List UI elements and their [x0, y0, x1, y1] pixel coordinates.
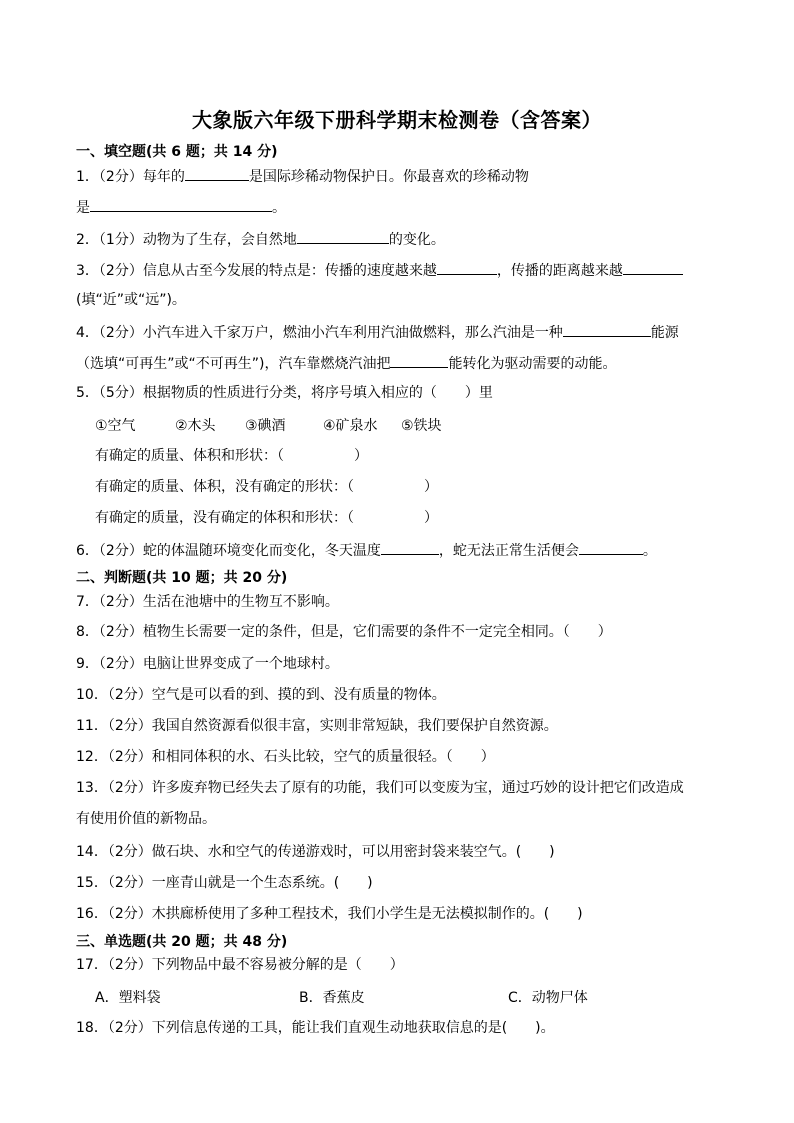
question-3	[76, 260, 683, 280]
q17-option-c[interactable]: C．动物尸体	[508, 990, 588, 1006]
answer-blank[interactable]	[437, 260, 497, 275]
q5-item-2: ②木头	[175, 418, 216, 434]
question-4-text-a: 4．（2分）小汽车进入千家万户，燃油小汽车利用汽油做燃料，那么汽油是一种	[76, 325, 563, 341]
question-4-cont	[76, 353, 616, 373]
question-14: 14．（2分）做石块、水和空气的传递游戏时，可以用密封袋来装空气。( )	[76, 844, 555, 860]
page-title: 大象版六年级下册科学期末检测卷（含答案）	[192, 108, 602, 132]
question-3-text-a: 3．（2分）信息从古至今发展的特点是：传播的速度越来越	[76, 263, 437, 279]
question-7: 7．（2分）生活在池塘中的生物互不影响。	[76, 594, 339, 610]
question-4	[76, 322, 679, 342]
question-3-text-b: ，传播的距离越来越	[496, 263, 623, 279]
question-9: 9．（2分）电脑让世界变成了一个地球村。	[76, 656, 339, 672]
question-12: 12．（2分）和相同体积的水、石头比较，空气的质量很轻。（ ）	[76, 749, 495, 765]
question-5: 5．（5分）根据物质的性质进行分类，将序号填入相应的（ ）里	[76, 385, 493, 401]
q17-option-b[interactable]: B．香蕉皮	[299, 990, 365, 1006]
q5-item-3: ③碘酒	[245, 418, 286, 434]
answer-blank[interactable]	[297, 229, 389, 244]
section-true-false: 二、判断题(共 10 题；共 20 分)	[76, 570, 288, 586]
question-10: 10．（2分）空气是可以看的到、摸的到、没有质量的物体。	[76, 687, 446, 703]
question-1-text-b: 是国际珍稀动物保护日。你最喜欢的珍稀动物	[248, 169, 529, 185]
answer-blank[interactable]	[623, 260, 683, 275]
q5-item-1: ①空气	[95, 418, 136, 434]
answer-blank[interactable]	[563, 322, 651, 337]
question-17: 17．（2分）下列物品中最不容易被分解的是（ ）	[76, 957, 404, 973]
section-fill-blank: 一、填空题(共 6 题；共 14 分)	[76, 144, 278, 160]
answer-blank[interactable]	[90, 197, 272, 212]
answer-blank[interactable]	[579, 540, 643, 555]
answer-blank[interactable]	[185, 166, 249, 181]
q5-line-liquid: 有确定的质量、体积，没有确定的形状：（ ）	[95, 479, 438, 495]
question-6-text-a: 6．（2分）蛇的体温随环境变化而变化，冬天温度	[76, 543, 381, 559]
q5-line-gas: 有确定的质量，没有确定的体积和形状：（ ）	[95, 510, 438, 526]
q5-item-4: ④矿泉水	[323, 418, 378, 434]
question-2	[76, 229, 445, 249]
question-18: 18．（2分）下列信息传递的工具，能让我们直观生动地获取信息的是( )。	[76, 1020, 555, 1036]
question-11: 11．（2分）我国自然资源看似很丰富，实则非常短缺，我们要保护自然资源。	[76, 718, 558, 734]
question-8: 8．（2分）植物生长需要一定的条件，但是，它们需要的条件不一定完全相同。（ ）	[76, 624, 612, 640]
question-1-text-d: 。	[272, 200, 286, 216]
question-4-text-d: 能转化为驱动需要的动能。	[448, 356, 617, 372]
question-4-text-c: （选填“可再生”或“不可再生”)，汽车靠燃烧汽油把	[76, 356, 391, 372]
question-4-text-b: 能源	[650, 325, 679, 341]
answer-blank[interactable]	[381, 540, 439, 555]
q5-item-5: ⑤铁块	[401, 418, 442, 434]
question-6	[76, 540, 657, 560]
question-13: 13．（2分）许多废弃物已经失去了原有的功能，我们可以变废为宝，通过巧妙的设计把它们改造成	[76, 780, 684, 796]
question-1-text-a: 1．（2分）每年的	[76, 169, 185, 185]
q5-line-solid: 有确定的质量、体积和形状：（ ）	[95, 448, 368, 464]
question-3-cont: (填“近”或“远”)。	[76, 292, 186, 308]
question-13-cont: 有使用价值的新物品。	[76, 811, 216, 827]
answer-blank[interactable]	[390, 353, 448, 368]
question-2-text-b: 的变化。	[388, 232, 445, 248]
question-1-text-c: 是	[76, 200, 90, 216]
question-1-cont	[76, 197, 286, 217]
question-6-text-b: ，蛇无法正常生活便会	[438, 543, 579, 559]
question-2-text-a: 2．（1分）动物为了生存，会自然地	[76, 232, 297, 248]
section-single-choice: 三、单选题(共 20 题；共 48 分)	[76, 934, 288, 950]
question-1	[76, 166, 529, 186]
question-16: 16．（2分）木拱廊桥使用了多种工程技术，我们小学生是无法模拟制作的。( )	[76, 906, 583, 922]
question-6-text-c: 。	[642, 543, 657, 559]
q17-option-a[interactable]: A．塑料袋	[95, 990, 161, 1006]
question-15: 15．（2分）一座青山就是一个生态系统。( )	[76, 875, 373, 891]
